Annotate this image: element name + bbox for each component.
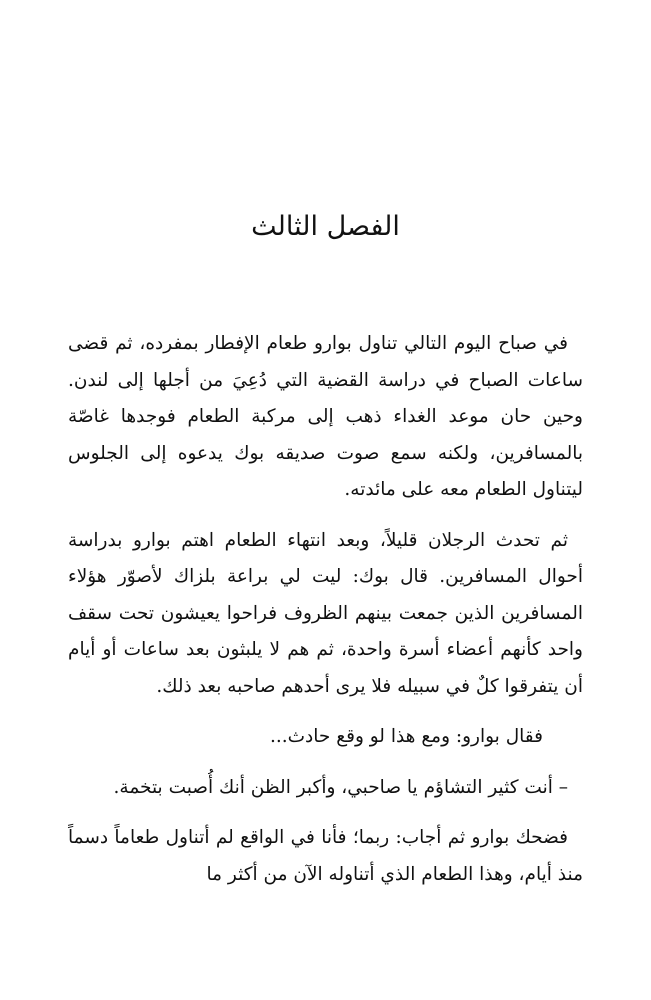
paragraph-4: – أنت كثير التشاؤم يا صاحبي، وأكبر الظن أنك أُصبت بتخمة. (113, 776, 568, 798)
chapter-title: الفصل الثالث (251, 211, 400, 242)
paragraph-3: فقال بوارو: ومع هذا لو وقع حادث... (270, 726, 543, 747)
chapter-body (68, 326, 583, 907)
paragraph-2: ثم تحدث الرجلان قليلاً، وبعد انتهاء الطعام اهتم بوارو بدراسة أحوال المسافرين. قال بوك: ليت لي براعة بلزاك لأصوّر هؤلاء المسافرين الذين جمعت بينهم الظروف فراحوا يعيشون تحت سقف واحد كأنهم أعضاء أسرة واحدة، ثم هم لا يلبثون بعد ساعات أو أيام أن يتفرقوا كلٌ في سبيله فلا يرى أحدهم صاحبه بعد ذلك. (68, 529, 583, 697)
paragraph-5: فضحك بوارو ثم أجاب: ربما؛ فأنا في الواقع لم أتناول طعاماً دسماً منذ أيام، وهذا الطعام الذي أتناوله الآن من أكثر ما (68, 827, 583, 885)
paragraph-1: في صباح اليوم التالي تناول بوارو طعام الإفطار بمفرده، ثم قضى ساعات الصباح في دراسة القضية التي دُعِيَ من أجلها إلى لندن. وحين حان موعد الغداء ذهب إلى مركبة الطعام فوجدها غاصّة بالمسافرين، ولكنه سمع صوت صديقه بوك يدعوه إلى الجلوس ليتناول الطعام معه على مائدته. (68, 333, 583, 500)
